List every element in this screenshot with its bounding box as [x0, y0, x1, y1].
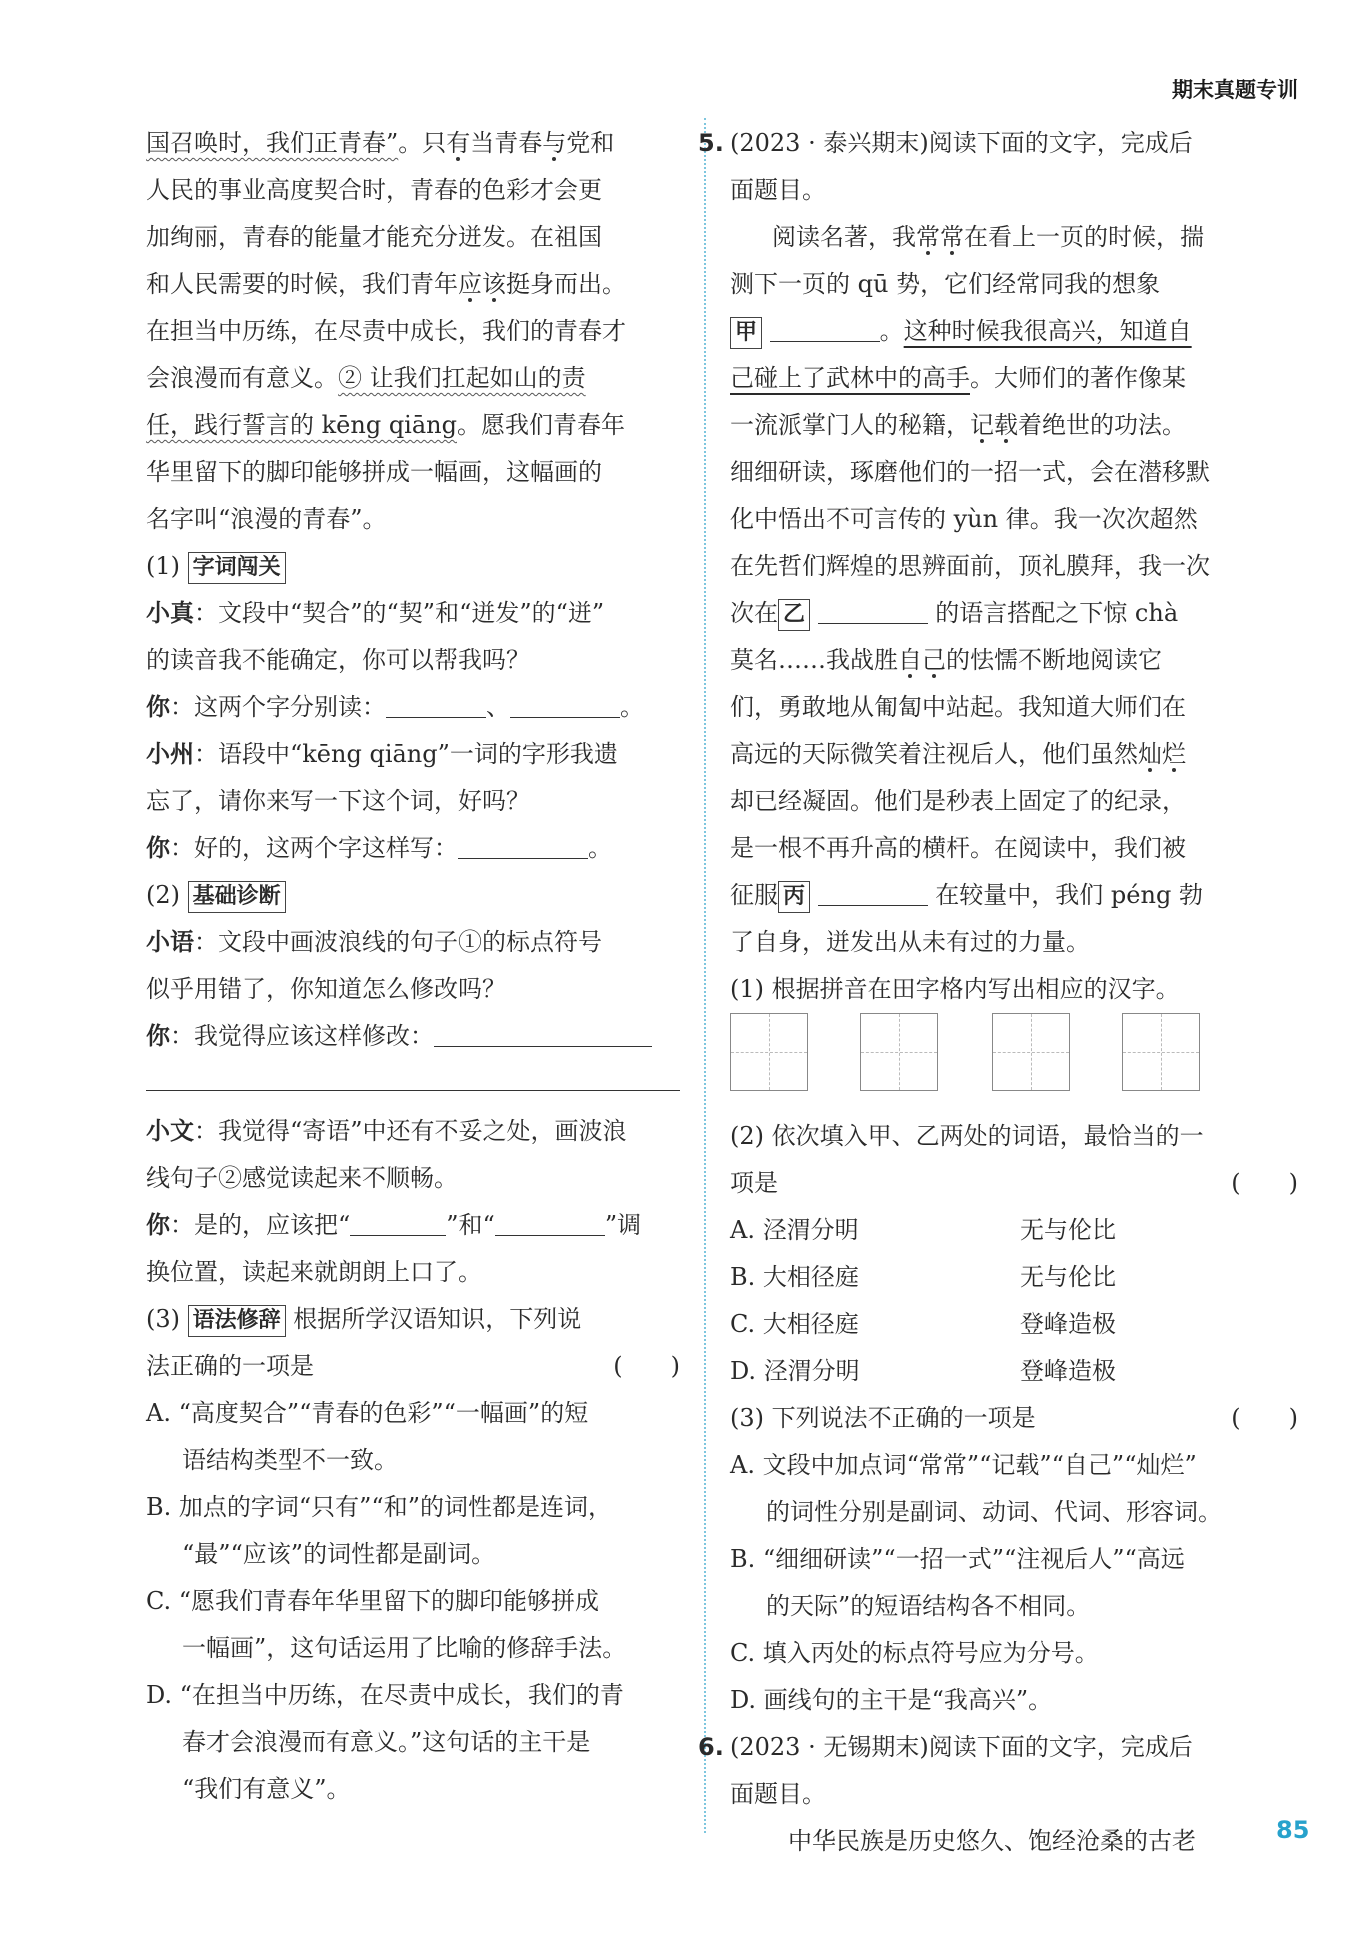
subquestion-3: (3) 下列说法不正确的一项是 ( ) [730, 1395, 1298, 1442]
passage-line: 名字叫“浪漫的青春”。 [146, 505, 387, 533]
blank-marker: 丙 [778, 881, 810, 913]
blank-marker: 乙 [778, 599, 810, 631]
passage-line: 国召唤时，我们正青春”。只有当青春与党和 [146, 129, 615, 157]
passage-line: 测下一页的 qū 势，它们经常同我的想象 [730, 270, 1161, 298]
passage-line: 征服 丙 在较量中，我们 péng 勃 [730, 872, 1298, 919]
dialogue-line: 你：我觉得应该这样修改： [146, 1013, 680, 1060]
dialogue-line: 换位置，读起来就朗朗上口了。 [146, 1258, 482, 1286]
passage-line: 了自身，迸发出从未有过的力量。 [730, 928, 1090, 956]
section-tag: 字词闯关 [188, 552, 286, 584]
answer-blank[interactable] [770, 317, 880, 342]
answer-parentheses[interactable]: ( ) [1231, 1404, 1298, 1432]
section-tag: 基础诊断 [188, 881, 286, 913]
question-stem: 法正确的一项是 ( ) [146, 1343, 680, 1390]
option-c: C. 大相径庭 登峰造极 [730, 1310, 1116, 1338]
subquestion-3: (3) 语法修辞 根据所学汉语知识，下列说 [146, 1296, 680, 1343]
subquestion-1: (1) 字词闯关 [146, 543, 680, 590]
option-c: C. 填入丙处的标点符号应为分号。 [730, 1639, 1099, 1667]
option-a-cont: 的词性分别是副词、动词、代词、形容词。 [766, 1498, 1222, 1526]
passage-line: 任，践行誓言的 kēng qiāng。愿我们青春年 [146, 411, 625, 439]
dialogue-line: 小语：文段中画波浪线的句子①的标点符号 [146, 928, 602, 956]
passage-line: 人民的事业高度契合时，青春的色彩才会更 [146, 176, 602, 204]
dialogue-line: 线句子②感觉读起来不顺畅。 [146, 1164, 458, 1192]
section-tag: 语法修辞 [188, 1305, 286, 1337]
option-a: A. 泾渭分明 无与伦比 [730, 1216, 1116, 1244]
subquestion-1: (1) 根据拼音在田字格内写出相应的汉字。 [730, 975, 1180, 1003]
column-divider [704, 118, 706, 1833]
tianzige-box[interactable] [860, 1013, 938, 1091]
option-a: A. “高度契合”“青春的色彩”“一幅画”的短 [146, 1399, 589, 1427]
option-b: B. “细细研读”“一招一式”“注视后人”“高远 [730, 1545, 1185, 1573]
tianzige-grid [730, 1013, 1298, 1113]
question-6-title: 6. (2023 · 无锡期末)阅读下面的文字，完成后 [698, 1733, 1193, 1761]
passage-line: 却已经凝固。他们是秒表上固定了的纪录， [730, 787, 1186, 815]
passage-line: 在先哲们辉煌的思辨面前，顶礼膜拜，我一次 [730, 552, 1210, 580]
option-b-cont: 的天际”的短语结构各不相同。 [766, 1592, 1091, 1620]
passage-line: 次在 乙 的语言搭配之下惊 chà [730, 590, 1298, 637]
passage-line: 莫名……我战胜自己的怯懦不断地阅读它 [730, 646, 1162, 674]
option-c-cont: 一幅画”，这句话运用了比喻的修辞手法。 [182, 1634, 627, 1662]
answer-blank[interactable] [510, 693, 620, 718]
answer-blank[interactable] [386, 693, 486, 718]
question-6-title-cont: 面题目。 [730, 1780, 826, 1808]
passage-line: 是一根不再升高的横杆。在阅读中，我们被 [730, 834, 1186, 862]
answer-blank[interactable] [495, 1211, 605, 1236]
passage-line: 高远的天际微笑着注视后人，他们虽然灿烂 [730, 740, 1186, 768]
option-d: D. 泾渭分明 登峰造极 [730, 1357, 1116, 1385]
option-a-cont: 语结构类型不一致。 [182, 1446, 398, 1474]
option-a: A. 文段中加点词“常常”“记载”“自己”“灿烂” [730, 1451, 1197, 1479]
dialogue-line: 你：这两个字分别读： 、 。 [146, 693, 644, 721]
dialogue-line: 小州：语段中“kēng qiāng”一词的字形我遗 [146, 740, 618, 768]
passage-line: 华里留下的脚印能够拼成一幅画，这幅画的 [146, 458, 602, 486]
answer-parentheses[interactable]: ( ) [1231, 1169, 1298, 1197]
subquestion-2-cont: 项是 ( ) [730, 1160, 1298, 1207]
option-d: D. “在担当中历练，在尽责中成长，我们的青 [146, 1681, 624, 1709]
dialogue-line: 小文：我觉得“寄语”中还有不妥之处，画波浪 [146, 1117, 627, 1145]
passage-line: 会浪漫而有意义。② 让我们扛起如山的责 [146, 364, 586, 392]
page-number: 85 [1276, 1816, 1310, 1844]
option-d-cont: 春才会浪漫而有意义。”这句话的主干是 [182, 1728, 591, 1756]
answer-parentheses[interactable]: ( ) [613, 1352, 680, 1380]
passage-line: 细细研读，琢磨他们的一招一式，会在潜移默 [730, 458, 1210, 486]
passage-line: 在担当中历练，在尽责中成长，我们的青春才 [146, 317, 626, 345]
answer-blank[interactable] [434, 1022, 652, 1047]
passage-line: 一流派掌门人的秘籍，记载着绝世的功法。 [730, 411, 1186, 439]
dialogue-line: 的读音我不能确定，你可以帮我吗？ [146, 646, 530, 674]
blank-marker: 甲 [730, 317, 762, 349]
answer-blank[interactable] [818, 881, 928, 906]
dialogue-line: 似乎用错了，你知道怎么修改吗？ [146, 975, 506, 1003]
tianzige-box[interactable] [992, 1013, 1070, 1091]
dialogue-line: 忘了，请你来写一下这个词，好吗？ [146, 787, 530, 815]
passage-line: 甲 。这种时候我很高兴，知道自 [730, 308, 1298, 355]
passage-line: 己碰上了武林中的高手。大师们的著作像某 [730, 364, 1186, 392]
question-5-title: 5. (2023 · 泰兴期末)阅读下面的文字，完成后 [698, 129, 1193, 157]
question-5-title-cont: 面题目。 [730, 176, 826, 204]
answer-blank[interactable] [458, 834, 588, 859]
passage-line: 们，勇敢地从匍匐中站起。我知道大师们在 [730, 693, 1186, 721]
passage-line: 化中悟出不可言传的 yùn 律。我一次次超然 [730, 505, 1198, 533]
passage-line: 加绚丽，青春的能量才能充分迸发。在祖国 [146, 223, 602, 251]
dialogue-line: 你：好的，这两个字这样写： 。 [146, 834, 612, 862]
option-d-cont: “我们有意义”。 [182, 1775, 351, 1803]
answer-blank[interactable] [350, 1211, 446, 1236]
answer-line[interactable] [146, 1060, 680, 1091]
page-header-title: 期末真题专训 [1172, 78, 1298, 102]
passage-line: 中华民族是历史悠久、饱经沧桑的古老 [788, 1827, 1196, 1855]
passage-line: 阅读名著，我常常在看上一页的时候，揣 [772, 223, 1204, 251]
option-b: B. 大相径庭 无与伦比 [730, 1263, 1116, 1291]
right-column [698, 120, 1298, 1865]
dialogue-line: 你：是的，应该把“ ”和“ ”调 [146, 1211, 642, 1239]
tianzige-box[interactable] [730, 1013, 808, 1091]
option-b: B. 加点的字词“只有”“和”的词性都是连词， [146, 1493, 612, 1521]
subquestion-2: (2) 依次填入甲、乙两处的词语，最恰当的一 [730, 1122, 1204, 1150]
option-b-cont: “最”“应该”的词性都是副词。 [182, 1540, 496, 1568]
subquestion-2: (2) 基础诊断 [146, 872, 680, 919]
option-d: D. 画线句的主干是“我高兴”。 [730, 1686, 1053, 1714]
dialogue-line: 小真：文段中“契合”的“契”和“迸发”的“迸” [146, 599, 605, 627]
passage-line: 和人民需要的时候，我们青年应该挺身而出。 [146, 270, 626, 298]
tianzige-box[interactable] [1122, 1013, 1200, 1091]
left-column [146, 120, 680, 1813]
option-c: C. “愿我们青春年华里留下的脚印能够拼成 [146, 1587, 600, 1615]
answer-blank[interactable] [818, 599, 928, 624]
